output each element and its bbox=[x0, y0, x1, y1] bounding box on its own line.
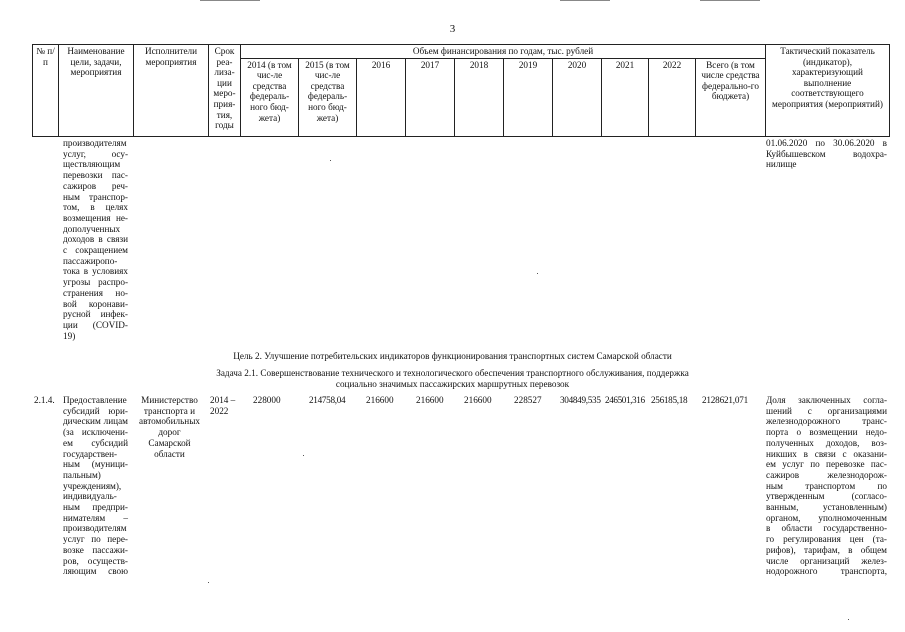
header-funding: Объем финансирования по годам, тыс. рублей bbox=[241, 45, 766, 59]
indicator-line: Куйбышевском водохра- bbox=[766, 148, 887, 159]
name-line: странения но- bbox=[63, 287, 128, 298]
top-rule-left bbox=[200, 0, 260, 1]
row-term bbox=[210, 395, 244, 416]
value-2018: 216600 bbox=[464, 395, 492, 405]
row-name bbox=[63, 395, 128, 577]
header-2022: 2022 bbox=[649, 58, 696, 136]
name-line: субсидий юри- bbox=[63, 405, 128, 416]
name-line: возке пассажи- bbox=[63, 544, 128, 555]
name-line: дополученных bbox=[63, 223, 121, 234]
scan-speck bbox=[848, 619, 849, 620]
indicator-line: рифов), тарифам, в общем bbox=[766, 544, 887, 555]
name-line: Предоставление bbox=[63, 395, 127, 405]
header-num: № п/п bbox=[33, 45, 59, 137]
value-2022: 256185,18 bbox=[651, 395, 688, 405]
indicator-line: Доля заключенных согла- bbox=[766, 395, 887, 405]
value-total: 2128621,071 bbox=[702, 395, 749, 405]
indicator-line: ным транспортом по bbox=[766, 480, 887, 491]
name-line: дическим лицам bbox=[63, 416, 128, 427]
prev-row-name bbox=[63, 138, 128, 341]
name-line: ным (муници- bbox=[63, 459, 128, 470]
value-2021: 246501,316 bbox=[605, 395, 645, 405]
header-executors: Исполнители мероприятия bbox=[134, 45, 209, 137]
header-name: Наименование цели, задачи, мероприятия bbox=[59, 45, 134, 137]
name-line: сажиров реч- bbox=[63, 180, 128, 191]
value-2015: 214758,04 bbox=[309, 395, 346, 405]
name-line: пальным) bbox=[63, 469, 101, 480]
indicator-line: нодорожного транспорта, bbox=[766, 566, 887, 577]
indicator-line: нилище bbox=[766, 159, 797, 170]
indicator-line: порта о возмещении недо- bbox=[766, 427, 887, 438]
page-number: 3 bbox=[449, 23, 456, 35]
indicator-line: ванным, установленным) bbox=[766, 502, 887, 513]
name-line: ров, осуществ- bbox=[63, 555, 128, 566]
indicator-line: числе организаций желез- bbox=[766, 555, 887, 566]
header-2017: 2017 bbox=[406, 58, 455, 136]
name-line: ции (COVID- bbox=[63, 319, 128, 330]
header-2014: 2014 (в том чис-ле средства федераль-ного бюд-жета) bbox=[241, 58, 299, 136]
name-line: перевозки пас- bbox=[63, 170, 128, 181]
name-line: тока в условиях bbox=[63, 266, 128, 277]
indicator-line: шений с организациями bbox=[766, 405, 887, 416]
name-line: государствен- bbox=[63, 448, 118, 459]
executor-line: области bbox=[154, 448, 185, 459]
indicator-line: утвержденным (согласо- bbox=[766, 491, 887, 502]
executor-line: Самарской bbox=[148, 437, 191, 448]
name-line: пассажиропо- bbox=[63, 255, 118, 266]
name-line: (за исключени- bbox=[63, 427, 128, 438]
task-heading-line1: Задача 2.1. Совершенствование технического и технологического обеспечения транспортного обслуживания, поддержка bbox=[216, 368, 689, 378]
name-line: учреждениям), bbox=[63, 480, 122, 491]
name-line: угрозы распро- bbox=[63, 277, 128, 288]
row-executors bbox=[134, 395, 205, 459]
header-indicator: Тактический показатель (индикатор), характеризующий выполнение соответствующего мероприятия (мероприятий) bbox=[766, 45, 890, 137]
header-2021: 2021 bbox=[602, 58, 649, 136]
executor-line: Министерство bbox=[141, 395, 198, 405]
header-2020: 2020 bbox=[553, 58, 602, 136]
value-2017: 216600 bbox=[416, 395, 444, 405]
scan-speck bbox=[537, 273, 538, 274]
value-2020: 304849,535 bbox=[560, 395, 601, 405]
header-2015: 2015 (в том чис-ле средства федераль-ного бюд-жета) bbox=[299, 58, 357, 136]
row-number: 2.1.4. bbox=[34, 395, 55, 405]
scan-speck bbox=[330, 160, 331, 161]
name-line: индивидуаль- bbox=[63, 491, 117, 502]
indicator-line: органом, уполномоченным bbox=[766, 512, 887, 523]
value-2019: 228527 bbox=[514, 395, 542, 405]
header-2016: 2016 bbox=[357, 58, 406, 136]
goal-heading: Цель 2. Улучшение потребительских индикаторов функционирования транспортных систем Самарской области bbox=[233, 351, 672, 361]
executor-line: дорог bbox=[158, 427, 181, 438]
name-line: производителям bbox=[63, 523, 127, 534]
name-line: нимателям – bbox=[63, 512, 128, 523]
top-rule-right bbox=[700, 0, 760, 1]
indicator-line: полученных доходов, воз- bbox=[766, 437, 887, 448]
name-line: с сокращением bbox=[63, 245, 128, 256]
name-line: ществляющим bbox=[63, 159, 121, 170]
header-total: Всего (в том числе средства федерально-го бюджета) bbox=[696, 58, 766, 136]
name-line: возмещения не- bbox=[63, 212, 128, 223]
header-2018: 2018 bbox=[455, 58, 504, 136]
scan-speck bbox=[208, 582, 209, 583]
indicator-line: го регулирования цен (та- bbox=[766, 534, 887, 545]
term-line: 2022 bbox=[210, 405, 229, 416]
prev-row-indicator bbox=[766, 138, 887, 170]
header-term: Срок реа-лиза-ции меро-прия-тия, годы bbox=[209, 45, 241, 137]
executor-line: транспорта и bbox=[143, 405, 196, 416]
executor-line: автомобильных bbox=[139, 416, 200, 427]
indicator-line: никших в связи с оказани- bbox=[766, 448, 887, 459]
value-2016: 216600 bbox=[366, 395, 394, 405]
indicator-line: 01.06.2020 по 30.06.2020 в bbox=[766, 138, 887, 148]
indicator-line: в области государственно- bbox=[766, 523, 887, 534]
top-rule-center bbox=[560, 0, 610, 1]
name-line: ем субсидий bbox=[63, 437, 128, 448]
name-line: производителям bbox=[63, 138, 127, 148]
indicator-line: сажиров железнодорож- bbox=[766, 469, 887, 480]
name-line: 19) bbox=[63, 330, 76, 341]
name-line: русной инфек- bbox=[63, 309, 128, 320]
header-table bbox=[32, 44, 890, 137]
name-line: том, в целях bbox=[63, 202, 128, 213]
name-line: ным транспор- bbox=[63, 191, 128, 202]
name-line: услуг по пере- bbox=[63, 534, 128, 545]
header-2019: 2019 bbox=[504, 58, 553, 136]
term-line: 2014 – bbox=[210, 395, 236, 405]
name-line: доходов в связи bbox=[63, 234, 128, 245]
name-line: вой коронави- bbox=[63, 298, 128, 309]
task-heading-line2: социально значимых пассажирских маршрутных перевозок bbox=[335, 379, 570, 389]
value-2014: 228000 bbox=[253, 395, 281, 405]
name-line: ляющим свою bbox=[63, 566, 128, 577]
indicator-line: ем услуг по перевозке пас- bbox=[766, 459, 887, 470]
indicator-line: железнодорожного транс- bbox=[766, 416, 887, 427]
name-line: ным предпри- bbox=[63, 502, 128, 513]
scan-speck bbox=[303, 455, 304, 456]
row-indicator bbox=[766, 395, 887, 577]
name-line: услуг, осу- bbox=[63, 148, 128, 159]
